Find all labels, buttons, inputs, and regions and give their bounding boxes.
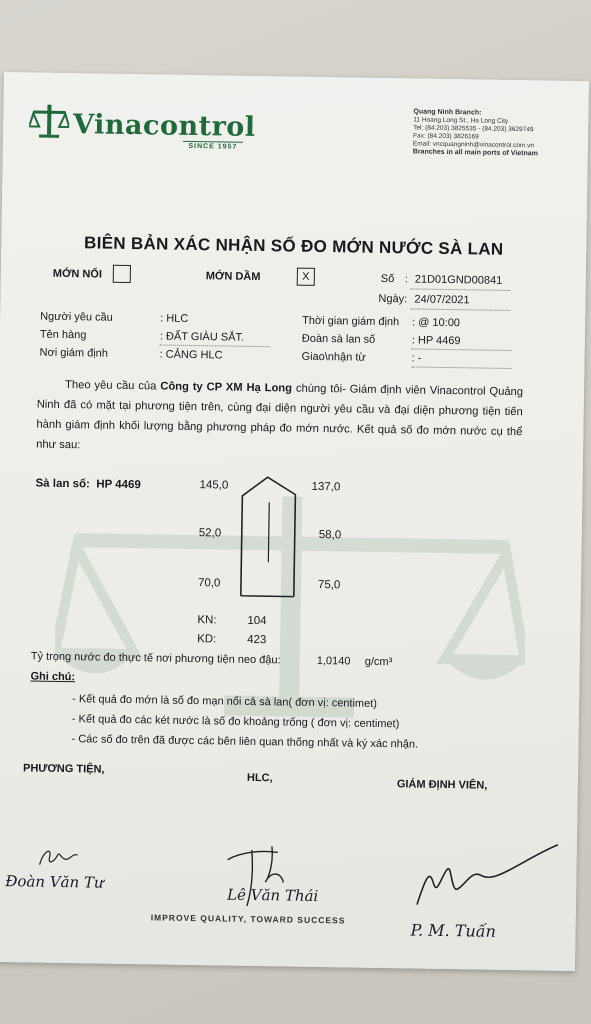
kn-label: KN: [197,614,217,627]
draft-left-bot: 70,0 [197,577,221,590]
barge-label-text: Sà lan số: [35,477,90,491]
giao-nhan-underline [411,366,511,369]
density-value: 1,0140 [316,654,351,668]
kd-label: KD: [197,633,217,646]
signature-right-name: P. M. Tuấn [410,920,497,941]
draft-right-mid: 58,0 [318,529,342,542]
doan-sa-lan-label: Đoàn sà lan số [301,332,376,346]
kn-value: 104 [247,614,267,628]
branch-title: Quang Ninh Branch: [413,108,482,117]
kd-value: 423 [247,633,267,647]
barge-number: HP 4469 [96,478,141,492]
document-title: BIÊN BẢN XÁC NHẬN SỐ ĐO MỚN NƯỚC SÀ LAN [83,233,504,259]
so-underline [411,288,511,291]
draft-right-top: 137,0 [311,480,341,494]
draft-right-bot: 75,0 [317,578,341,592]
brand-name: Vinacontrol [72,109,256,143]
intro-paragraph [36,375,523,463]
nguoi-yeu-cau-value: : HLC [160,312,189,325]
signature-mid-name: Lê Văn Thái [226,885,319,906]
note-item: - Kết quả đo mớn là số đo mạn nổi cả sà lan( đơn vị: centimet) [72,693,378,710]
footer-slogan: IMPROVE QUALITY, TOWARD SUCCESS [150,912,346,926]
note-item: - Các số đo trên đã được các bên liên quan thống nhất và ký xác nhận. [71,733,419,751]
para-company: Công ty CP XM Hạ Long [160,380,293,395]
doan-sa-lan-underline [412,348,512,351]
thoi-gian-label: Thời gian giám định [302,314,400,329]
branch-line: Tel: (84.203) 3825535 - (84.203) 3629749 [413,124,534,134]
signature-left-mark-icon [31,843,81,874]
ngay-underline [410,308,510,311]
branch-info [413,108,539,158]
draft-left-mid: 52,0 [198,527,222,540]
barge-diagram-icon [236,474,308,600]
branch-footer: Branches in all main ports of Vietnam [412,148,538,158]
sign-label-mid: HLC, [246,771,273,785]
so-colon: : [404,273,408,286]
ten-hang-value: : ĐẤT GIÀU SẮT. [159,330,245,344]
document-page [0,72,589,971]
giao-nhan-label: Giao\nhận từ [301,350,366,364]
giao-nhan-value: : - [411,352,422,365]
note-item: - Kết quả đo các két nước là số đo khoảng trống ( đơn vị: centimet) [71,713,400,731]
branch-line: Email: vncquangninh@vinacontrol.com.vn [412,140,535,150]
para-part1: Theo yêu cầu của [64,378,161,393]
brand-since: SINCE 1957 [183,141,243,151]
mon-dam-label: MỚN DẦM [205,270,261,284]
noi-giam-dinh-value: : CẢNG HLC [159,348,223,362]
mon-noi-checkbox[interactable] [113,265,131,283]
mon-noi-label: MỚN NỔI [52,267,103,281]
noi-giam-dinh-label: Nơi giám định [39,346,109,360]
signature-right-mark-icon [411,839,562,921]
thoi-gian-value: : @ 10:00 [412,316,461,330]
ten-hang-label: Tên hàng [39,328,87,342]
vinacontrol-logo-icon [29,102,70,139]
mon-dam-checkbox[interactable]: X [297,268,315,286]
doan-sa-lan-value: : HP 4469 [411,334,461,348]
sign-label-right: GIÁM ĐỊNH VIÊN, [396,778,488,792]
notes-title: Ghi chú: [30,670,76,684]
sign-label-left: PHƯƠNG TIỆN, [22,762,105,776]
nguoi-yeu-cau-label: Người yêu cầu [40,310,113,324]
ngay-value: 24/07/2021 [414,293,470,307]
density-label: Tỷ trọng nước đo thực tế nơi phương tiện neo đậu: [30,650,281,667]
draft-left-top: 145,0 [199,479,229,492]
barge-label [35,478,140,492]
so-label: Số [380,272,395,286]
branch-line: 11 Hoang Long St., Ha Long City [413,116,509,125]
density-unit: g/cm³ [364,655,393,669]
so-value: 21D01GND00841 [414,273,503,287]
signature-left-name: Đoàn Văn Tư [5,872,104,892]
branch-line: Fax: (84.203) 3826169 [412,132,479,141]
ngay-label: Ngày: [378,292,408,306]
ten-hang-underline [160,344,270,347]
para-part2: chúng tôi- Giám định viên Vinacontrol Quảng Ninh đã có mặt tại phương tiện trên, cùng đại diện người yêu cầu và đại diện phương tiện tiến hành giám định khối lượng bằng phương pháp đo mớn nước. Kết quả số đo mớn nước cụ thể như sau: [36,382,524,452]
